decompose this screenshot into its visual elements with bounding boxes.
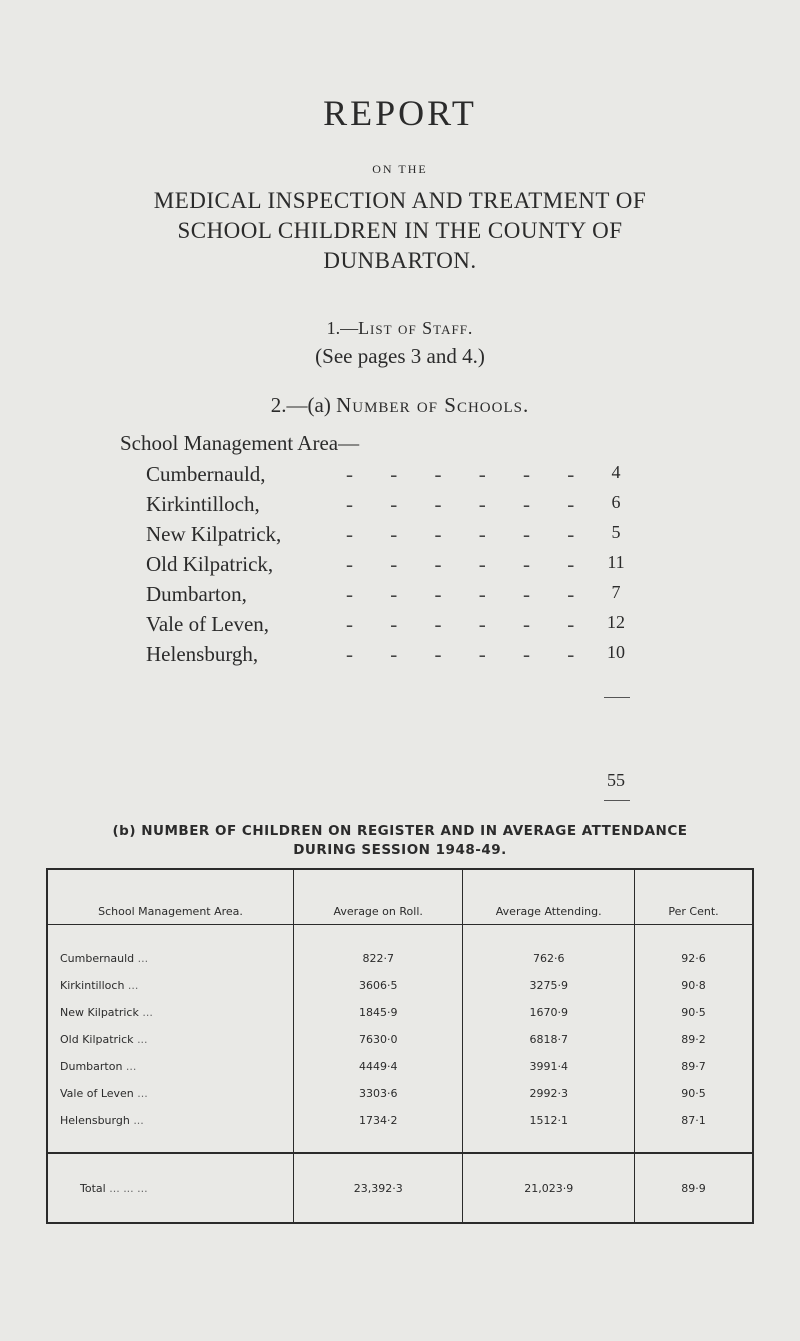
schools-row <box>146 582 646 612</box>
subtitle-line-1: MEDICAL INSPECTION AND TREATMENT OF <box>153 188 647 213</box>
section-2a-number: 2.—(a) <box>270 393 331 417</box>
schools-row-name: Kirkintilloch, <box>146 492 260 516</box>
leader-dots: ... ... ... <box>109 1181 148 1195</box>
leader-dashes: - - - - - - <box>346 552 591 576</box>
schools-row-name: Dumbarton, <box>146 582 247 606</box>
leader-dots: ... <box>137 952 149 965</box>
leader-dots: ... <box>133 1114 144 1127</box>
cell-area: Vale of Leven ... <box>47 1080 294 1107</box>
section-1-note: (See pages 3 and 4.) <box>315 344 485 368</box>
cell-total-attending: 21,023·9 <box>463 1153 635 1223</box>
section-2b-heading <box>0 822 800 860</box>
schools-row-value: 10 <box>607 642 625 662</box>
schools-row <box>146 552 646 582</box>
cell-area: Old Kilpatrick ... <box>47 1026 294 1053</box>
cell-area: Cumbernauld ... <box>47 925 294 973</box>
table-row <box>47 1026 753 1053</box>
table-header-row <box>47 869 753 925</box>
table-row <box>47 1053 753 1080</box>
leader-dashes: - - - - - - <box>346 612 591 636</box>
table-row <box>47 999 753 1026</box>
cell-percent: 87·1 <box>635 1107 753 1153</box>
cell-roll: 7630·0 <box>294 1026 463 1053</box>
leader-dashes: - - - - - - <box>346 642 591 666</box>
schools-row-value: 5 <box>611 522 621 542</box>
cell-roll: 4449·4 <box>294 1053 463 1080</box>
report-subtitle <box>0 186 800 276</box>
leader-dots: ... <box>137 1087 148 1100</box>
cell-percent: 90·8 <box>635 972 753 999</box>
cell-percent: 90·5 <box>635 1080 753 1107</box>
cell-area: Kirkintilloch ... <box>47 972 294 999</box>
section-2b-heading-line-1: (b) NUMBER OF CHILDREN ON REGISTER AND IN AVERAGE ATTENDANCE <box>112 823 688 839</box>
section-1-number: 1.— <box>326 318 359 338</box>
subtitle-line-3: DUNBARTON. <box>323 248 477 273</box>
cell-attending: 3991·4 <box>463 1053 635 1080</box>
total-rule-top <box>604 697 630 698</box>
table-row <box>47 1107 753 1153</box>
leader-dots: ... <box>125 1060 137 1073</box>
table-row <box>47 1080 753 1107</box>
report-title: REPORT <box>323 93 477 133</box>
section-1-heading <box>0 318 800 339</box>
cell-percent: 89·7 <box>635 1053 753 1080</box>
schools-row-name: New Kilpatrick, <box>146 522 282 546</box>
cell-area: New Kilpatrick ... <box>47 999 294 1026</box>
column-header-attending: Average Attending. <box>463 869 635 925</box>
schools-row-name: Old Kilpatrick, <box>146 552 274 576</box>
column-header-area: School Management Area. <box>47 869 294 925</box>
cell-roll: 3606·5 <box>294 972 463 999</box>
cell-total-percent: 89·9 <box>635 1153 753 1223</box>
cell-total-label: Total ... ... ... <box>47 1153 294 1223</box>
schools-row-value: 7 <box>611 582 621 602</box>
cell-attending: 762·6 <box>463 925 635 973</box>
section-2a-title: Number of Schools. <box>336 393 530 417</box>
cell-roll: 822·7 <box>294 925 463 973</box>
cell-total-roll: 23,392·3 <box>294 1153 463 1223</box>
schools-row <box>146 522 646 552</box>
cell-percent: 89·2 <box>635 1026 753 1053</box>
cell-area: Dumbarton ... <box>47 1053 294 1080</box>
schools-row-value: 6 <box>611 492 621 512</box>
leader-dots: ... <box>137 1033 148 1046</box>
cell-roll: 1734·2 <box>294 1107 463 1153</box>
leader-dots: ... <box>142 1006 153 1019</box>
report-on-the: ON THE <box>372 162 428 176</box>
schools-row-name: Helensburgh, <box>146 642 259 666</box>
schools-row-name: Cumbernauld, <box>146 462 266 486</box>
table-row <box>47 972 753 999</box>
cell-roll: 3303·6 <box>294 1080 463 1107</box>
cell-area: Helensburgh ... <box>47 1107 294 1153</box>
leader-dashes: - - - - - - <box>346 462 591 486</box>
cell-attending: 1512·1 <box>463 1107 635 1153</box>
table-row <box>47 925 753 973</box>
section-2a-heading <box>0 393 800 418</box>
cell-percent: 90·5 <box>635 999 753 1026</box>
schools-row <box>146 462 646 492</box>
schools-row-value: 12 <box>607 612 625 632</box>
column-header-roll: Average on Roll. <box>294 869 463 925</box>
cell-attending: 1670·9 <box>463 999 635 1026</box>
attendance-table <box>46 868 754 1224</box>
cell-roll: 1845·9 <box>294 999 463 1026</box>
subtitle-line-2: SCHOOL CHILDREN IN THE COUNTY OF <box>177 218 623 243</box>
cell-attending: 3275·9 <box>463 972 635 999</box>
column-header-percent: Per Cent. <box>635 869 753 925</box>
section-1-title: List of Staff. <box>358 318 474 338</box>
area-heading: School Management Area— <box>120 431 360 455</box>
leader-dashes: - - - - - - <box>346 522 591 546</box>
schools-row <box>146 612 646 642</box>
cell-attending: 2992·3 <box>463 1080 635 1107</box>
schools-total: 55 <box>607 770 625 790</box>
schools-row <box>146 642 646 672</box>
schools-row-value: 11 <box>607 552 625 572</box>
leader-dots: ... <box>127 979 139 992</box>
section-2b-heading-line-2: DURING SESSION 1948-49. <box>293 842 507 858</box>
leader-dashes: - - - - - - <box>346 582 591 606</box>
leader-dashes: - - - - - - <box>346 492 591 516</box>
table-total-row <box>47 1153 753 1223</box>
cell-attending: 6818·7 <box>463 1026 635 1053</box>
schools-row <box>146 492 646 522</box>
cell-percent: 92·6 <box>635 925 753 973</box>
schools-row-value: 4 <box>611 462 621 482</box>
schools-row-name: Vale of Leven, <box>146 612 270 636</box>
total-rule-bottom <box>604 800 630 801</box>
